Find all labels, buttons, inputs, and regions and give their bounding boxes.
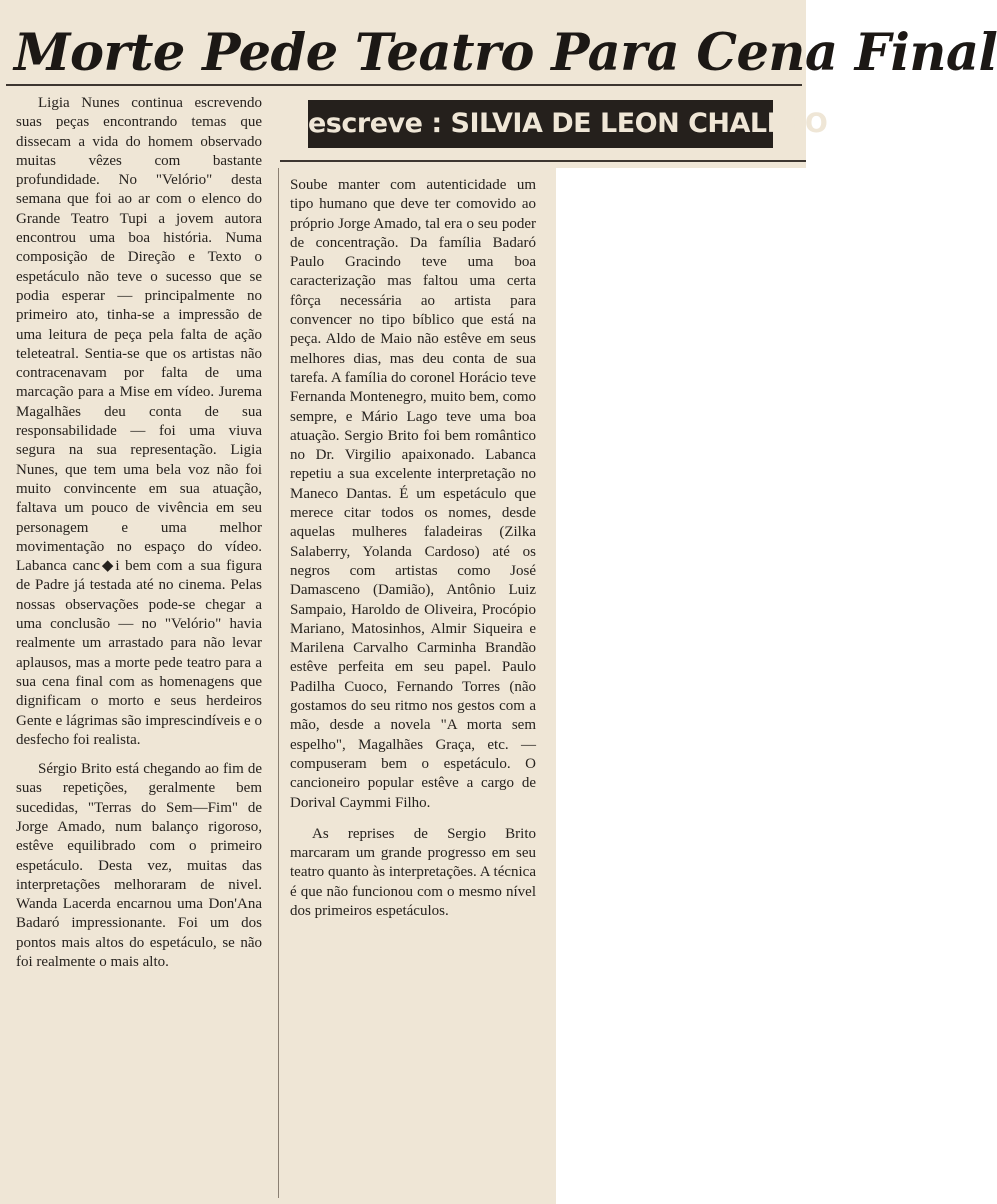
headline: Morte Pede Teatro Para Cena Final (14, 23, 997, 83)
column-divider (278, 168, 279, 1198)
byline-author: SILVIA DE LEON CHALREO (450, 108, 828, 139)
article-column-2 (290, 176, 536, 921)
paragraph: Soube manter com autenticidade um tipo humano que deve ter comovido ao próprio Jorge Amado, tal era o seu poder de concentração. Da família Badaró Paulo Gracindo teve uma boa caracterização mas faltou uma certa fôrça necessária ao artista para convencer no tipo bíblico que está na peça. Aldo de Maio não estêve em seus melhores dias, mas deu conta de sua tarefa. A família do coronel Horácio teve Fernanda Montenegro, muito bem, como sempre, e Mário Lago teve uma boa atuação. Sergio Brito foi bem romântico no Dr. Virgilio apaixonado. Labanca repetiu a sua excelente interpretação no Maneco Dantas. É um espetáculo que merece citar todos os nomes, desde aquelas mulheres faladeiras (Zilka Salaberry, Yolanda Cardoso) até os negros com artistas como José Damasceno (Damião), Antônio Luiz Sampaio, Haroldo de Oliveira, Procópio Mariano, Matosinhos, Almir Siqueira e Marilena Carvalho Carminha Brandão estêve perfeita em seu papel. Paulo Padilha Cuoco, Fernando Torres (não gostamos do seu ritmo nos gestos com a mão, desde a novela "A morta sem espelho", Magalhães Graça, etc. — compuseram bem o espetáculo. O cancioneiro popular estêve a cargo de Dorival Caymmi Filho. (290, 177, 536, 811)
byline-prefix: escreve : (308, 108, 442, 139)
byline-box (308, 100, 828, 148)
paragraph: Ligia Nunes continua escrevendo suas peças encontrando temas que dissecam a vida do homem observado muitas vêzes com bastante profundidade. No "Velório" desta semana que foi ao ar com o elenco do Grande Teatro Tupi a jovem autora encontrou uma boa história. Numa composição de Direção e Texto o espetáculo não teve o sucesso que se podia esperar — principalmente no primeiro ato, tinha-se a impressão de uma leitura de peça pela falta de ação teleteatral. Sentia-se que os artistas não contracenavam por falta de uma marcação para a Mise em vídeo. Jurema Magalhães deu conta de sua responsabilidade — foi uma viuva segura na sua representação. Ligia Nunes, que tem uma bela voz não foi muito convincente em sua atuação, faltava um pouco de vivência em seu personagem e uma melhor movimentação no espaço do vídeo. Labanca canc◆i bem com a sua figura de Padre já testada até no cinema. Pelas nossas observações pode-se chegar a uma conclusão — no "Velório" havia realmente um arrastado para não levar aplausos, mas a morte pede teatro para a sua cena final com as homenagens que dignificam o morto e seus herdeiros Gente e lágrimas são imprescindíveis e o desfecho foi realista. (16, 95, 262, 748)
byline-rule (280, 160, 806, 162)
blank-background (556, 168, 806, 1204)
paragraph: Sérgio Brito está chegando ao fim de suas repetições, geralmente bem sucedidas, "Terras do Sem—Fim" de Jorge Amado, num balanço rigoroso, estêve equilibrado com o primeiro espetáculo. Desta vez, muitas das interpretações melhoraram de nivel. Wanda Lacerda encarnou uma Don'Ana Badaró impressionante. Foi um dos pontos mais altos do espetáculo, se não foi realmente o mais alto. (16, 761, 262, 971)
article-column-1 (16, 94, 262, 972)
headline-rule (6, 84, 802, 86)
paragraph: As reprises de Sergio Brito marcaram um grande progresso em seu teatro quanto às interpretações. A técnica é que não funcionou com o mesmo nível dos primeiros espetáculos. (290, 825, 536, 919)
